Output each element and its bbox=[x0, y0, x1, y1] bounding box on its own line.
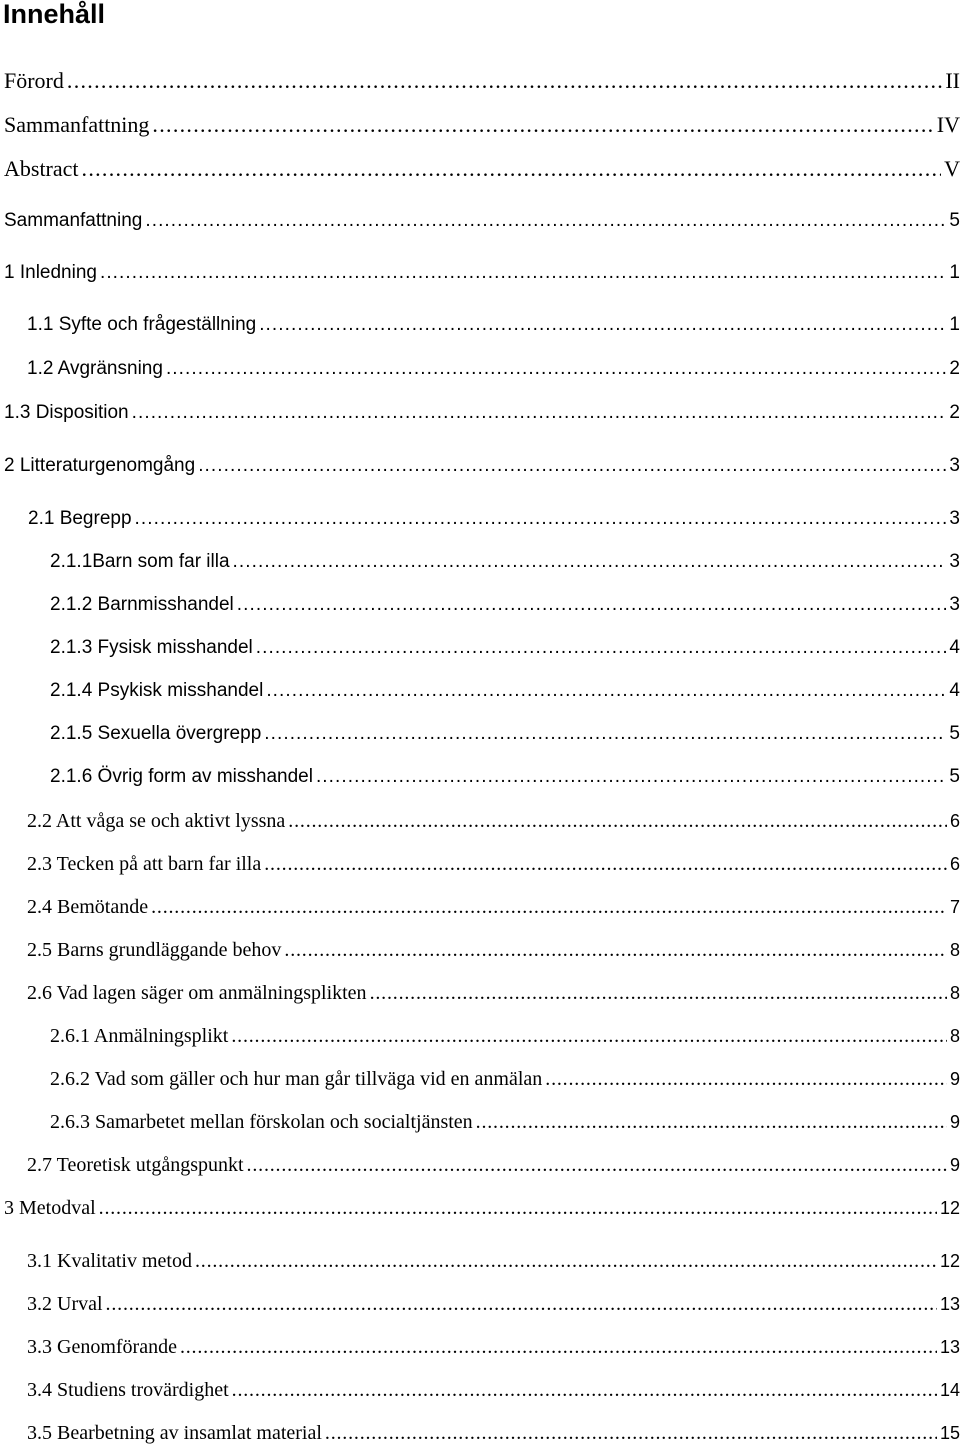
dot-leader bbox=[476, 1111, 947, 1134]
dot-leader bbox=[247, 1154, 947, 1177]
toc-entry-label: 2.2 Att våga se och aktivt lyssna bbox=[27, 810, 286, 832]
toc-entry-label: 2.1 Begrepp bbox=[28, 508, 132, 529]
dot-leader bbox=[180, 1336, 937, 1359]
dot-leader bbox=[106, 1293, 937, 1316]
toc-entry-page: 14 bbox=[939, 1380, 960, 1400]
toc-entry-sammanfattning[interactable] bbox=[4, 112, 960, 142]
toc-entry-2-1-4[interactable] bbox=[50, 680, 960, 710]
toc-entry-2-6[interactable] bbox=[27, 982, 960, 1012]
toc-entry-2-1-6[interactable] bbox=[50, 766, 960, 796]
dot-leader bbox=[67, 68, 942, 94]
toc-entry-label: 2.1.6 Övrig form av misshandel bbox=[50, 766, 313, 787]
toc-entry-abstract[interactable] bbox=[4, 156, 960, 186]
toc-entry-page: 3 bbox=[949, 551, 960, 572]
dot-leader bbox=[82, 156, 942, 182]
toc-entry-page: 9 bbox=[949, 1112, 960, 1132]
toc-entry-page: 6 bbox=[949, 854, 960, 874]
toc-entry-page: V bbox=[944, 156, 960, 181]
toc-entry-1[interactable] bbox=[4, 262, 960, 292]
toc-entry-label: 2.5 Barns grundläggande behov bbox=[27, 939, 282, 961]
dot-leader bbox=[325, 1422, 937, 1445]
toc-entry-label: 3.5 Bearbetning av insamlat material bbox=[27, 1422, 322, 1444]
dot-leader bbox=[264, 723, 946, 745]
dot-leader bbox=[100, 262, 946, 284]
toc-entry-label: 2.1.5 Sexuella övergrepp bbox=[50, 723, 262, 744]
toc-entry-label: 3.2 Urval bbox=[27, 1293, 103, 1315]
dot-leader bbox=[233, 551, 947, 573]
dot-leader bbox=[237, 594, 947, 616]
toc-entry-page: 2 bbox=[949, 358, 960, 379]
toc-entry-label: 2.6.2 Vad som gäller och hur man går tillväga vid en anmälan bbox=[50, 1068, 543, 1090]
toc-entry-page: 12 bbox=[939, 1251, 960, 1271]
toc-entry-label: 1.3 Disposition bbox=[4, 402, 129, 423]
toc-entry-2[interactable] bbox=[4, 455, 960, 485]
toc-entry-page: 1 bbox=[949, 314, 960, 335]
toc-heading: Innehåll bbox=[3, 0, 106, 29]
dot-leader bbox=[152, 112, 933, 138]
dot-leader bbox=[132, 402, 947, 424]
toc-entry-2-6-3[interactable] bbox=[50, 1111, 960, 1141]
toc-entry-label: 2.1.3 Fysisk misshandel bbox=[50, 637, 253, 658]
toc-entry-2-5[interactable] bbox=[27, 939, 960, 969]
toc-entry-label: 2 Litteraturgenomgång bbox=[4, 455, 196, 476]
toc-entry-1-1[interactable] bbox=[27, 314, 960, 344]
toc-entry-label: 2.1.4 Psykisk misshandel bbox=[50, 680, 264, 701]
toc-entry-2-4[interactable] bbox=[27, 896, 960, 926]
dot-leader bbox=[266, 680, 946, 702]
toc-entry-label: Abstract bbox=[4, 156, 79, 181]
toc-entry-label: 1.2 Avgränsning bbox=[27, 358, 163, 379]
toc-entry-label: 2.4 Bemötande bbox=[27, 896, 149, 918]
dot-leader bbox=[166, 358, 946, 380]
toc-entry-page: 3 bbox=[949, 594, 960, 615]
toc-entry-forord[interactable] bbox=[4, 68, 960, 98]
toc-entry-2-1-2[interactable] bbox=[50, 594, 960, 624]
toc-entry-page: 7 bbox=[949, 897, 960, 917]
dot-leader bbox=[151, 896, 947, 919]
dot-leader bbox=[231, 1025, 947, 1048]
toc-entry-page: 3 bbox=[949, 508, 960, 529]
toc-entry-2-3[interactable] bbox=[27, 853, 960, 883]
toc-entry-label: 3.3 Genomförande bbox=[27, 1336, 177, 1358]
toc-entry-page: 5 bbox=[949, 766, 960, 787]
toc-entry-3-3[interactable] bbox=[27, 1336, 960, 1366]
toc-entry-3-1[interactable] bbox=[27, 1250, 960, 1280]
dot-leader bbox=[370, 982, 947, 1005]
toc-entry-page: 9 bbox=[949, 1155, 960, 1175]
toc-entry-label: 2.7 Teoretisk utgångspunkt bbox=[27, 1154, 244, 1176]
dot-leader bbox=[198, 455, 946, 477]
toc-entry-label: 3.1 Kvalitativ metod bbox=[27, 1250, 192, 1272]
toc-entry-label: 1.1 Syfte och frågeställning bbox=[27, 314, 257, 335]
toc-entry-page: 3 bbox=[949, 455, 960, 476]
dot-leader bbox=[256, 637, 947, 659]
toc-entry-page: 15 bbox=[939, 1423, 960, 1443]
toc-entry-page: 1 bbox=[949, 262, 960, 283]
toc-entry-page: 13 bbox=[939, 1337, 960, 1357]
toc-entry-label: Förord bbox=[4, 68, 64, 93]
dot-leader bbox=[288, 810, 947, 833]
toc-entry-3-5[interactable] bbox=[27, 1422, 960, 1452]
toc-entry-3[interactable] bbox=[4, 1197, 960, 1227]
toc-entry-3-4[interactable] bbox=[27, 1379, 960, 1409]
toc-entry-label: 3.4 Studiens trovärdighet bbox=[27, 1379, 229, 1401]
toc-entry-label: 2.6.1 Anmälningsplikt bbox=[50, 1025, 229, 1047]
dot-leader bbox=[232, 1379, 937, 1402]
toc-entry-label: 3 Metodval bbox=[4, 1197, 96, 1219]
toc-entry-label: Sammanfattning bbox=[4, 210, 143, 231]
toc-entry-page: 9 bbox=[949, 1069, 960, 1089]
toc-entry-page: 2 bbox=[949, 402, 960, 423]
toc-entry-3-2[interactable] bbox=[27, 1293, 960, 1323]
dot-leader bbox=[99, 1197, 937, 1220]
dot-leader bbox=[316, 766, 946, 788]
dot-leader bbox=[135, 508, 947, 530]
toc-entry-label: 2.6.3 Samarbetet mellan förskolan och socialtjänsten bbox=[50, 1111, 473, 1133]
toc-entry-page: 5 bbox=[949, 723, 960, 744]
toc-entry-2-1[interactable] bbox=[28, 508, 960, 538]
dot-leader bbox=[545, 1068, 947, 1091]
toc-entry-page: 8 bbox=[949, 1026, 960, 1046]
toc-entry-label: 2.6 Vad lagen säger om anmälningsplikten bbox=[27, 982, 367, 1004]
toc-entry-2-6-2[interactable] bbox=[50, 1068, 960, 1098]
toc-entry-2-2[interactable] bbox=[27, 810, 960, 840]
dot-leader bbox=[264, 853, 947, 876]
toc-entry-2-7[interactable] bbox=[27, 1154, 960, 1184]
toc-entry-label: 2.1.1Barn som far illa bbox=[50, 551, 230, 572]
toc-entry-label: 2.1.2 Barnmisshandel bbox=[50, 594, 234, 615]
toc-entry-1-2[interactable] bbox=[27, 358, 960, 388]
toc-entry-page: 8 bbox=[949, 983, 960, 1003]
dot-leader bbox=[195, 1250, 937, 1273]
toc-entry-page: 8 bbox=[949, 940, 960, 960]
toc-entry-page: 4 bbox=[949, 680, 960, 701]
toc-entry-label: Sammanfattning bbox=[4, 112, 150, 137]
toc-entry-page: 5 bbox=[949, 210, 960, 231]
toc-entry-page: 6 bbox=[949, 811, 960, 831]
toc-entry-label: 2.3 Tecken på att barn far illa bbox=[27, 853, 262, 875]
dot-leader bbox=[284, 939, 947, 962]
toc-entry-page: 4 bbox=[949, 637, 960, 658]
toc-entry-page: IV bbox=[936, 112, 960, 137]
toc-entry-page: II bbox=[945, 68, 960, 93]
toc-entry-page: 12 bbox=[939, 1198, 960, 1218]
toc-entry-2-6-1[interactable] bbox=[50, 1025, 960, 1055]
toc-entry-2-1-1[interactable] bbox=[50, 551, 960, 581]
toc-entry-sammanfattning-2[interactable] bbox=[4, 210, 960, 240]
toc-entry-label: 1 Inledning bbox=[4, 262, 97, 283]
dot-leader bbox=[259, 314, 946, 336]
dot-leader bbox=[145, 210, 946, 232]
toc-entry-2-1-3[interactable] bbox=[50, 637, 960, 667]
toc-entry-1-3[interactable] bbox=[4, 402, 960, 432]
toc-entry-page: 13 bbox=[939, 1294, 960, 1314]
toc-entry-2-1-5[interactable] bbox=[50, 723, 960, 753]
